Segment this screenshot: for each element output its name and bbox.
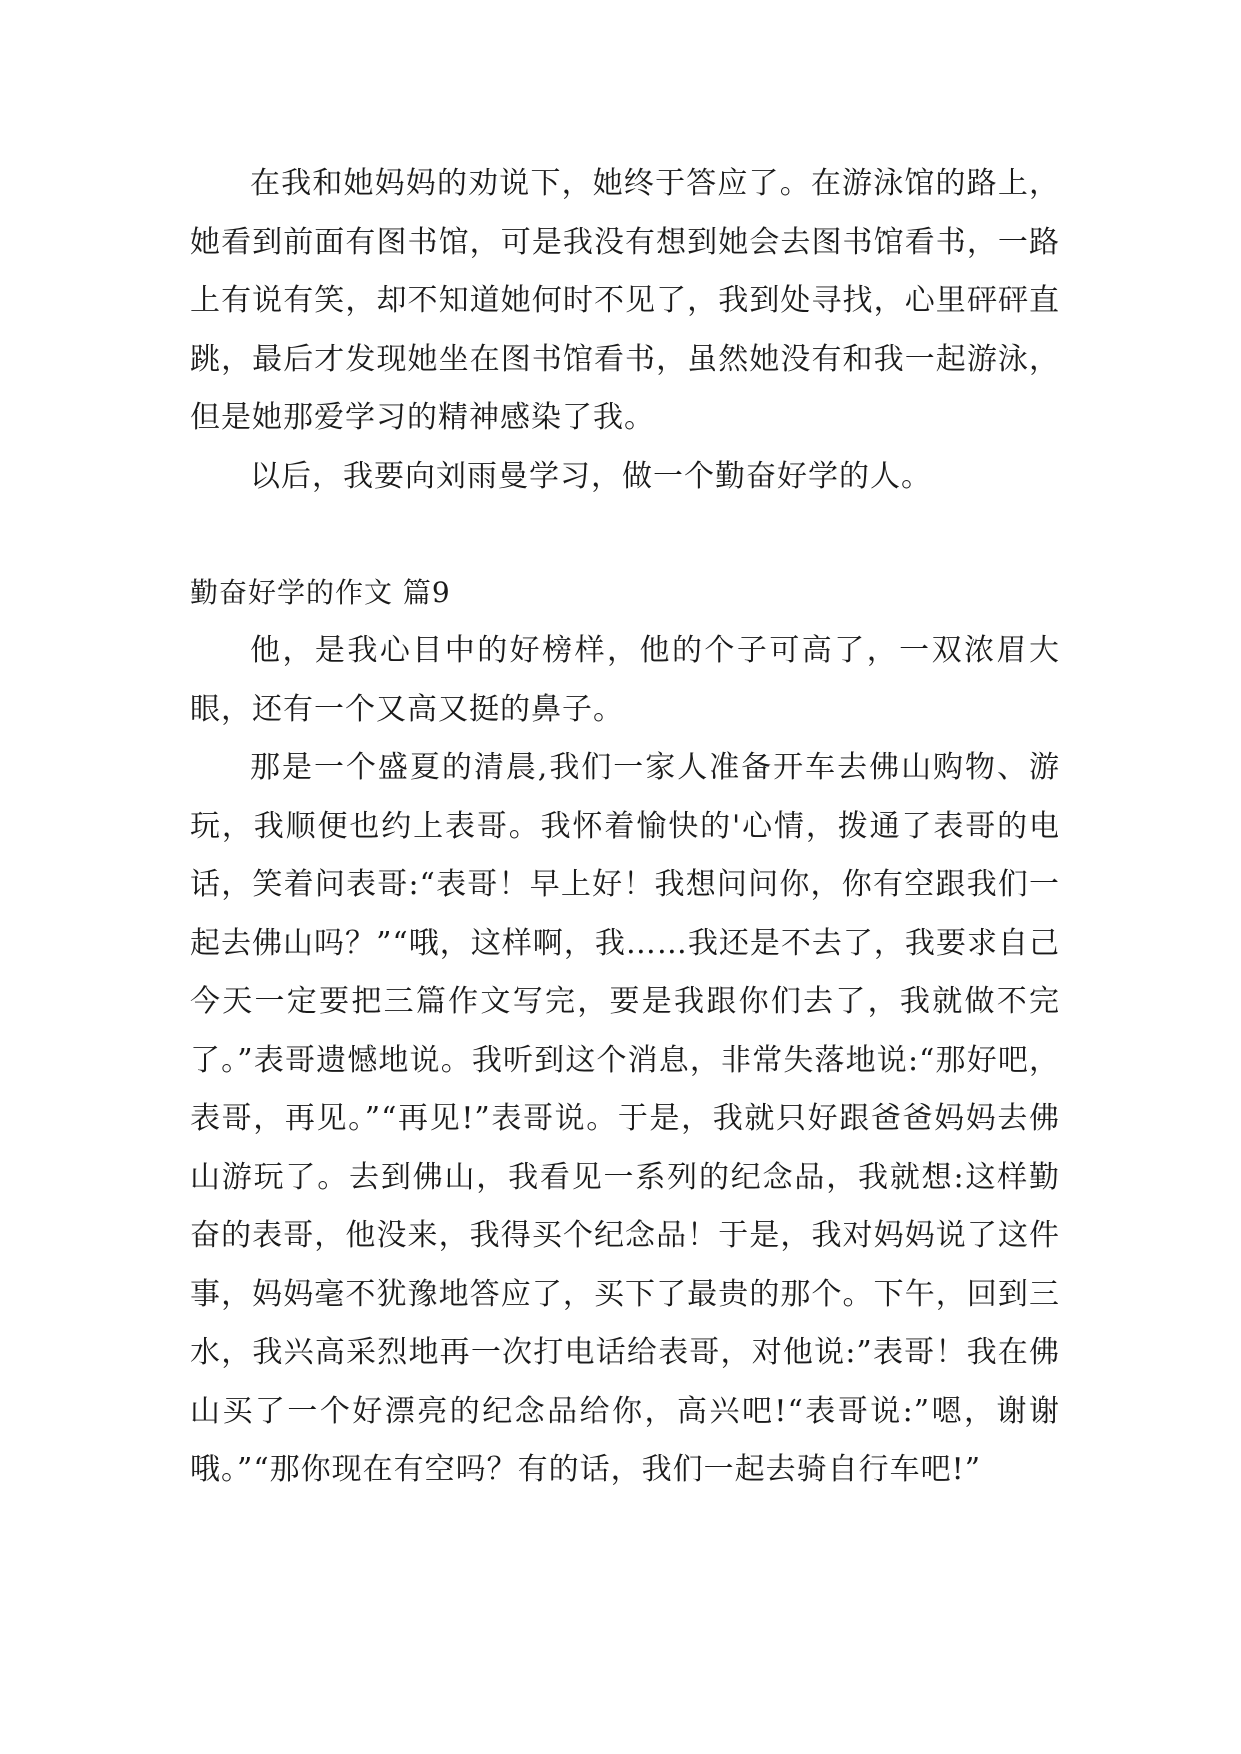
- paragraph-resolution: 以后，我要向刘雨曼学习，做一个勤奋好学的人。: [250, 458, 932, 494]
- paragraph-story: 那是一个盛夏的清晨,我们一家人准备开车去佛山购物、游玩，我顺便也约上表哥。我怀着愉快的'心情，拨通了表哥的电话，笑着问表哥:“表哥！早上好！我想问问你，你有空跟我们一起去佛山吗？”“哦，这样啊，我……我还是不去了，我要求自己今天一定要把三篇作文写完，要是我跟你们去了，我就做不完了。”表哥遗憾地说。我听到这个消息，非常失落地说:“那好吧，表哥，再见。”“再见!”表哥说。于是，我就只好跟爸爸妈妈去佛山游玩了。去到佛山，我看见一系列的纪念品，我就想:这样勤奋的表哥，他没来，我得买个纪念品！于是，我对妈妈说了这件事，妈妈毫不犹豫地答应了，买下了最贵的那个。下午，回到三水，我兴高采烈地再一次打电话给表哥，对他说:”表哥！我在佛山买了一个好漂亮的纪念品给你，高兴吧!“表哥说:”嗯，谢谢哦。”“那你现在有空吗？有的话，我们一起去骑自行车吧!”: [190, 750, 1060, 1487]
- paragraph-persuasion: 在我和她妈妈的劝说下，她终于答应了。在游泳馆的路上，她看到前面有图书馆，可是我没有想到她会去图书馆看书，一路上有说有笑，却不知道她何时不见了，我到处寻找，心里砰砰直跳，最后才发现她坐在图书馆看书，虽然她没有和我一起游泳，但是她那爱学习的精神感染了我。: [190, 166, 1060, 435]
- section-title: 勤奋好学的作文 篇9: [190, 576, 451, 609]
- document-page: [190, 155, 1060, 1500]
- paragraph-role-model: 他，是我心目中的好榜样，他的个子可高了，一双浓眉大眼，还有一个又高又挺的鼻子。: [190, 633, 1060, 727]
